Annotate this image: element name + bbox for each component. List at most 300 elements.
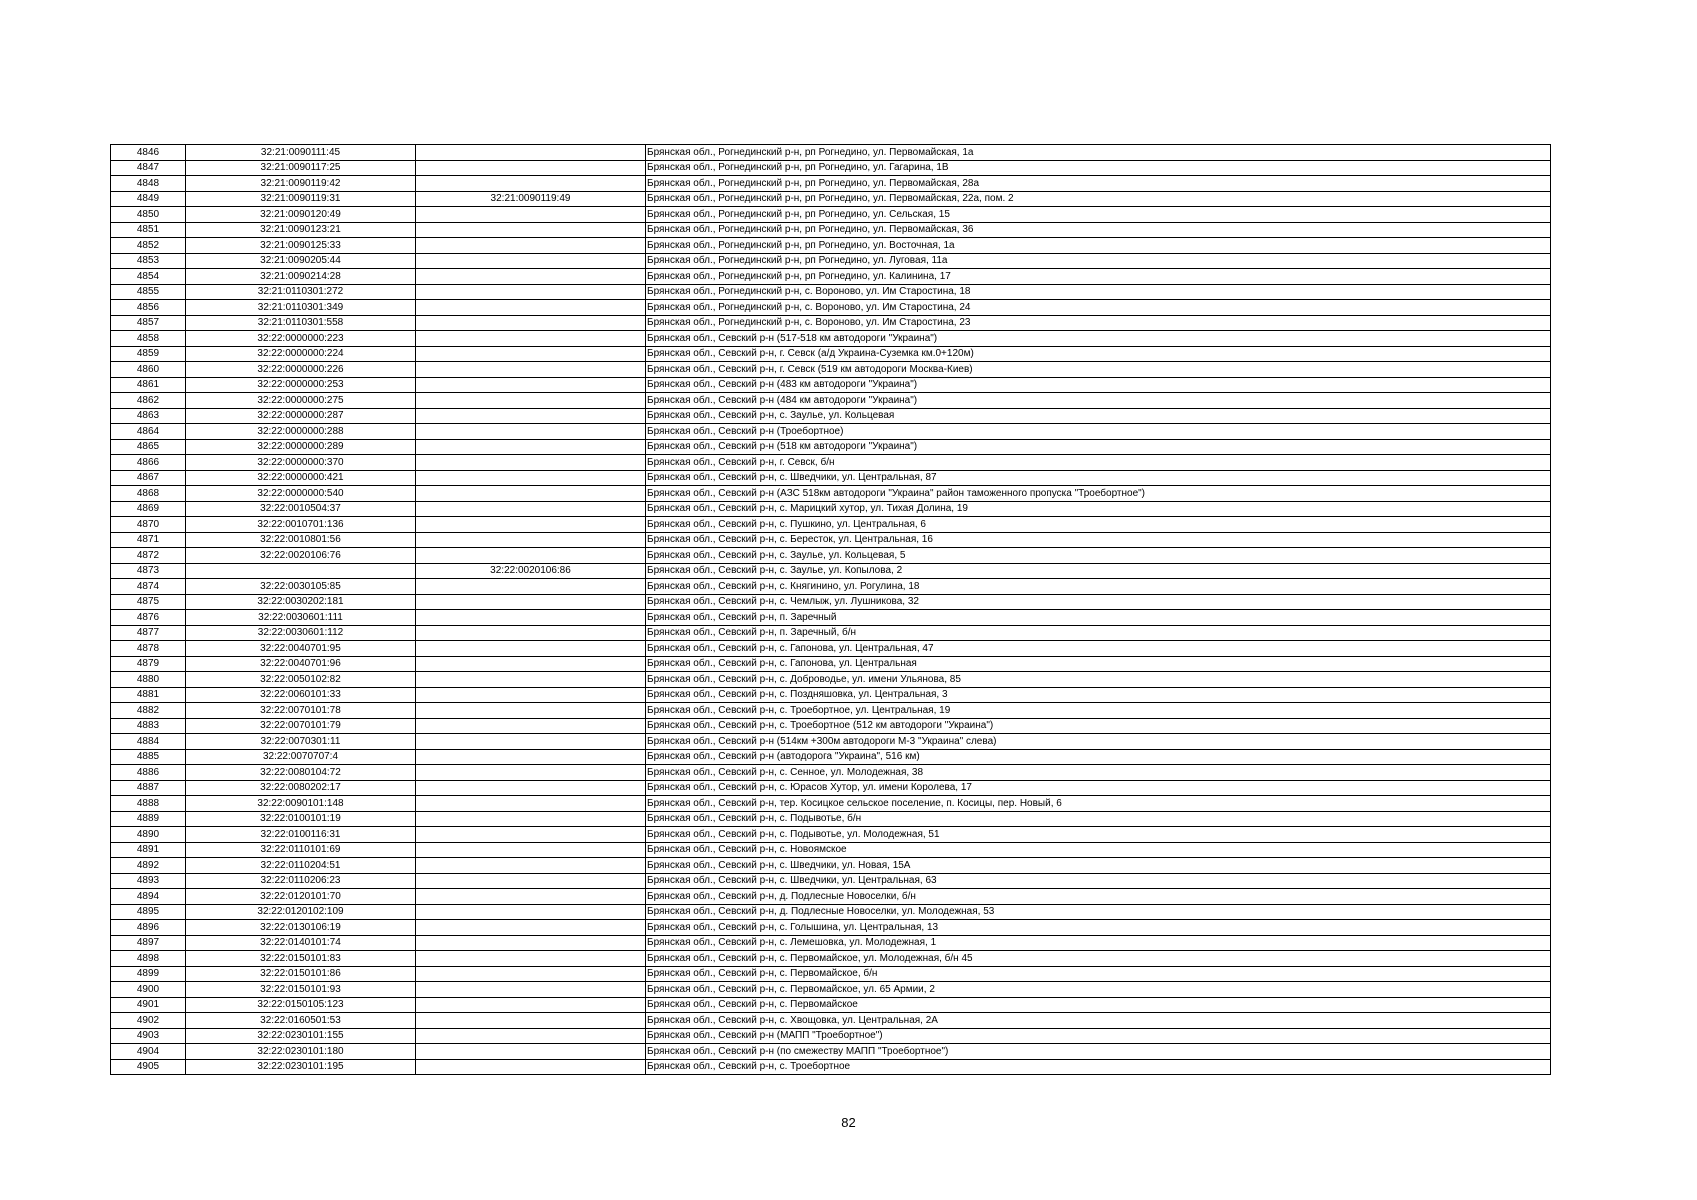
related-cadastral-number-cell	[416, 222, 646, 238]
related-cadastral-number-cell	[416, 424, 646, 440]
related-cadastral-number-cell	[416, 238, 646, 254]
address-cell: Брянская обл., Рогнединский р-н, рп Рогнедино, ул. Первомайская, 1а	[646, 145, 1551, 161]
table-row	[111, 439, 1551, 455]
table-row	[111, 997, 1551, 1013]
related-cadastral-number-cell	[416, 780, 646, 796]
address-cell: Брянская обл., Рогнединский р-н, рп Рогнедино, ул. Гагарина, 1В	[646, 160, 1551, 176]
cadastral-number-cell: 32:22:0040701:95	[186, 641, 416, 657]
table-row	[111, 331, 1551, 347]
cadastral-number-cell: 32:22:0110101:69	[186, 842, 416, 858]
address-cell: Брянская обл., Севский р-н, с. Княгинино, ул. Рогулина, 18	[646, 579, 1551, 595]
address-cell: Брянская обл., Севский р-н, с. Заулье, ул. Копылова, 2	[646, 563, 1551, 579]
address-cell: Брянская обл., Севский р-н (по смежеству МАПП "Троебортное")	[646, 1044, 1551, 1060]
related-cadastral-number-cell	[416, 1028, 646, 1044]
address-cell: Брянская обл., Рогнединский р-н, рп Рогнедино, ул. Сельская, 15	[646, 207, 1551, 223]
row-number-cell: 4847	[111, 160, 186, 176]
address-cell: Брянская обл., Севский р-н (484 км автодороги "Украина")	[646, 393, 1551, 409]
row-number-cell: 4890	[111, 827, 186, 843]
cadastral-number-cell: 32:21:0090119:31	[186, 191, 416, 207]
row-number-cell: 4867	[111, 470, 186, 486]
cadastral-number-cell: 32:22:0070101:79	[186, 718, 416, 734]
table-row	[111, 548, 1551, 564]
table-row	[111, 377, 1551, 393]
row-number-cell: 4861	[111, 377, 186, 393]
table-row	[111, 222, 1551, 238]
cadastral-number-cell: 32:22:0090101:148	[186, 796, 416, 812]
table-row	[111, 563, 1551, 579]
table-row	[111, 780, 1551, 796]
table-row	[111, 951, 1551, 967]
address-cell: Брянская обл., Севский р-н, с. Первомайское, ул. Молодежная, б/н 45	[646, 951, 1551, 967]
address-cell: Брянская обл., Рогнединский р-н, рп Рогнедино, ул. Восточная, 1а	[646, 238, 1551, 254]
address-cell: Брянская обл., Рогнединский р-н, рп Рогнедино, ул. Первомайская, 22а, пом. 2	[646, 191, 1551, 207]
address-cell: Брянская обл., Севский р-н (Троебортное)	[646, 424, 1551, 440]
cadastral-number-cell: 32:22:0030601:112	[186, 625, 416, 641]
address-cell: Брянская обл., Севский р-н, с. Хвощовка, ул. Центральная, 2А	[646, 1013, 1551, 1029]
row-number-cell: 4856	[111, 300, 186, 316]
address-cell: Брянская обл., Рогнединский р-н, рп Рогнедино, ул. Первомайская, 28а	[646, 176, 1551, 192]
table-row	[111, 470, 1551, 486]
row-number-cell: 4892	[111, 858, 186, 874]
row-number-cell: 4859	[111, 346, 186, 362]
table-row	[111, 207, 1551, 223]
related-cadastral-number-cell	[416, 362, 646, 378]
cadastral-number-cell: 32:22:0110204:51	[186, 858, 416, 874]
address-cell: Брянская обл., Севский р-н, с. Подывотье, ул. Молодежная, 51	[646, 827, 1551, 843]
related-cadastral-number-cell	[416, 315, 646, 331]
related-cadastral-number-cell	[416, 672, 646, 688]
row-number-cell: 4885	[111, 749, 186, 765]
related-cadastral-number-cell	[416, 718, 646, 734]
address-cell: Брянская обл., Севский р-н (автодорога "Украина", 516 км)	[646, 749, 1551, 765]
related-cadastral-number-cell	[416, 548, 646, 564]
related-cadastral-number-cell	[416, 889, 646, 905]
cadastral-number-cell: 32:21:0090123:21	[186, 222, 416, 238]
cadastral-number-cell: 32:22:0110206:23	[186, 873, 416, 889]
cadastral-number-cell: 32:22:0000000:540	[186, 486, 416, 502]
cadastral-number-cell: 32:21:0110301:349	[186, 300, 416, 316]
address-cell: Брянская обл., Севский р-н, п. Заречный, б/н	[646, 625, 1551, 641]
cadastral-number-cell: 32:22:0150101:83	[186, 951, 416, 967]
table-row	[111, 424, 1551, 440]
cadastral-number-cell: 32:22:0120102:109	[186, 904, 416, 920]
related-cadastral-number-cell	[416, 873, 646, 889]
cadastral-number-cell	[186, 563, 416, 579]
address-cell: Брянская обл., Севский р-н, с. Троебортное (512 км автодороги "Украина")	[646, 718, 1551, 734]
table-row	[111, 765, 1551, 781]
related-cadastral-number-cell	[416, 951, 646, 967]
address-cell: Брянская обл., Севский р-н, с. Юрасов Хутор, ул. имени Королева, 17	[646, 780, 1551, 796]
cadastral-number-cell: 32:22:0150105:123	[186, 997, 416, 1013]
row-number-cell: 4849	[111, 191, 186, 207]
row-number-cell: 4883	[111, 718, 186, 734]
row-number-cell: 4857	[111, 315, 186, 331]
row-number-cell: 4848	[111, 176, 186, 192]
related-cadastral-number-cell	[416, 470, 646, 486]
table-row	[111, 455, 1551, 471]
address-cell: Брянская обл., Севский р-н, д. Подлесные Новоселки, ул. Молодежная, 53	[646, 904, 1551, 920]
table-row	[111, 610, 1551, 626]
related-cadastral-number-cell	[416, 176, 646, 192]
related-cadastral-number-cell	[416, 749, 646, 765]
address-cell: Брянская обл., Рогнединский р-н, рп Рогнедино, ул. Первомайская, 36	[646, 222, 1551, 238]
related-cadastral-number-cell	[416, 207, 646, 223]
table-row	[111, 253, 1551, 269]
related-cadastral-number-cell	[416, 284, 646, 300]
table-row	[111, 176, 1551, 192]
related-cadastral-number-cell: 32:21:0090119:49	[416, 191, 646, 207]
address-cell: Брянская обл., Севский р-н, с. Троебортное	[646, 1059, 1551, 1075]
cadastral-number-cell: 32:22:0070101:78	[186, 703, 416, 719]
row-number-cell: 4894	[111, 889, 186, 905]
row-number-cell: 4903	[111, 1028, 186, 1044]
row-number-cell: 4902	[111, 1013, 186, 1029]
table-row	[111, 935, 1551, 951]
row-number-cell: 4862	[111, 393, 186, 409]
cadastral-number-cell: 32:22:0020106:76	[186, 548, 416, 564]
table-row	[111, 687, 1551, 703]
row-number-cell: 4871	[111, 532, 186, 548]
table-row	[111, 501, 1551, 517]
cadastral-number-cell: 32:21:0110301:558	[186, 315, 416, 331]
row-number-cell: 4877	[111, 625, 186, 641]
row-number-cell: 4853	[111, 253, 186, 269]
cadastral-number-cell: 32:22:0000000:287	[186, 408, 416, 424]
table-row	[111, 346, 1551, 362]
address-cell: Брянская обл., Севский р-н (АЗС 518км автодороги "Украина" район таможенного пропуска "Троебортное")	[646, 486, 1551, 502]
cadastral-number-cell: 32:22:0010701:136	[186, 517, 416, 533]
cadastral-number-cell: 32:22:0000000:223	[186, 331, 416, 347]
table-row	[111, 1059, 1551, 1075]
table-row	[111, 873, 1551, 889]
address-cell: Брянская обл., Севский р-н (517-518 км автодороги "Украина")	[646, 331, 1551, 347]
table-row	[111, 920, 1551, 936]
row-number-cell: 4898	[111, 951, 186, 967]
row-number-cell: 4895	[111, 904, 186, 920]
cadastral-number-cell: 32:22:0000000:288	[186, 424, 416, 440]
address-cell: Брянская обл., Севский р-н (518 км автодороги "Украина")	[646, 439, 1551, 455]
table-row	[111, 656, 1551, 672]
table-row	[111, 982, 1551, 998]
address-cell: Брянская обл., Севский р-н, с. Новоямское	[646, 842, 1551, 858]
related-cadastral-number-cell	[416, 656, 646, 672]
row-number-cell: 4866	[111, 455, 186, 471]
cadastral-number-cell: 32:22:0050102:82	[186, 672, 416, 688]
related-cadastral-number-cell	[416, 610, 646, 626]
related-cadastral-number-cell	[416, 982, 646, 998]
table-row	[111, 238, 1551, 254]
address-cell: Брянская обл., Севский р-н, с. Первомайское, б/н	[646, 966, 1551, 982]
table-row	[111, 734, 1551, 750]
table-row	[111, 145, 1551, 161]
address-cell: Брянская обл., Севский р-н, с. Заулье, ул. Кольцевая	[646, 408, 1551, 424]
related-cadastral-number-cell	[416, 517, 646, 533]
cadastral-number-cell: 32:22:0100116:31	[186, 827, 416, 843]
row-number-cell: 4854	[111, 269, 186, 285]
table-row	[111, 672, 1551, 688]
cadastral-number-cell: 32:21:0090117:25	[186, 160, 416, 176]
row-number-cell: 4893	[111, 873, 186, 889]
table-row	[111, 796, 1551, 812]
table-body	[111, 145, 1551, 1075]
row-number-cell: 4905	[111, 1059, 186, 1075]
related-cadastral-number-cell	[416, 765, 646, 781]
cadastral-number-cell: 32:22:0080104:72	[186, 765, 416, 781]
related-cadastral-number-cell	[416, 579, 646, 595]
related-cadastral-number-cell	[416, 160, 646, 176]
related-cadastral-number-cell	[416, 1059, 646, 1075]
related-cadastral-number-cell	[416, 966, 646, 982]
address-cell: Брянская обл., Севский р-н, с. Шведчики, ул. Новая, 15А	[646, 858, 1551, 874]
cadastral-number-cell: 32:21:0090205:44	[186, 253, 416, 269]
related-cadastral-number-cell	[416, 486, 646, 502]
row-number-cell: 4891	[111, 842, 186, 858]
cadastral-number-cell: 32:22:0150101:86	[186, 966, 416, 982]
row-number-cell: 4879	[111, 656, 186, 672]
related-cadastral-number-cell	[416, 734, 646, 750]
address-cell: Брянская обл., Севский р-н, с. Заулье, ул. Кольцевая, 5	[646, 548, 1551, 564]
row-number-cell: 4855	[111, 284, 186, 300]
table-row	[111, 858, 1551, 874]
address-cell: Брянская обл., Севский р-н, с. Подывотье, б/н	[646, 811, 1551, 827]
related-cadastral-number-cell	[416, 300, 646, 316]
row-number-cell: 4872	[111, 548, 186, 564]
cadastral-number-cell: 32:22:0130106:19	[186, 920, 416, 936]
table-row	[111, 904, 1551, 920]
related-cadastral-number-cell	[416, 501, 646, 517]
table-row	[111, 749, 1551, 765]
address-cell: Брянская обл., Севский р-н, г. Севск (а/д Украина-Суземка км.0+120м)	[646, 346, 1551, 362]
table-row	[111, 532, 1551, 548]
row-number-cell: 4865	[111, 439, 186, 455]
row-number-cell: 4887	[111, 780, 186, 796]
row-number-cell: 4886	[111, 765, 186, 781]
row-number-cell: 4858	[111, 331, 186, 347]
cadastral-number-cell: 32:22:0230101:155	[186, 1028, 416, 1044]
row-number-cell: 4876	[111, 610, 186, 626]
cadastral-number-cell: 32:22:0000000:421	[186, 470, 416, 486]
related-cadastral-number-cell	[416, 842, 646, 858]
cadastral-number-cell: 32:22:0160501:53	[186, 1013, 416, 1029]
table-row	[111, 1013, 1551, 1029]
cadastral-number-cell: 32:21:0090119:42	[186, 176, 416, 192]
cadastral-number-cell: 32:21:0110301:272	[186, 284, 416, 300]
related-cadastral-number-cell: 32:22:0020106:86	[416, 563, 646, 579]
row-number-cell: 4899	[111, 966, 186, 982]
address-cell: Брянская обл., Севский р-н, с. Троебортное, ул. Центральная, 19	[646, 703, 1551, 719]
related-cadastral-number-cell	[416, 827, 646, 843]
cadastral-number-cell: 32:22:0040701:96	[186, 656, 416, 672]
address-cell: Брянская обл., Севский р-н, тер. Косицкое сельское поселение, п. Косицы, пер. Новый, 6	[646, 796, 1551, 812]
registry-table	[110, 144, 1551, 1075]
related-cadastral-number-cell	[416, 858, 646, 874]
table-row	[111, 362, 1551, 378]
row-number-cell: 4875	[111, 594, 186, 610]
related-cadastral-number-cell	[416, 331, 646, 347]
cadastral-number-cell: 32:22:0100101:19	[186, 811, 416, 827]
table-row	[111, 160, 1551, 176]
related-cadastral-number-cell	[416, 796, 646, 812]
cadastral-number-cell: 32:22:0010801:56	[186, 532, 416, 548]
row-number-cell: 4901	[111, 997, 186, 1013]
cadastral-number-cell: 32:22:0000000:226	[186, 362, 416, 378]
related-cadastral-number-cell	[416, 920, 646, 936]
table-row	[111, 889, 1551, 905]
row-number-cell: 4882	[111, 703, 186, 719]
address-cell: Брянская обл., Севский р-н, с. Шведчики, ул. Центральная, 87	[646, 470, 1551, 486]
address-cell: Брянская обл., Севский р-н, с. Шведчики, ул. Центральная, 63	[646, 873, 1551, 889]
cadastral-number-cell: 32:22:0120101:70	[186, 889, 416, 905]
table-row	[111, 966, 1551, 982]
related-cadastral-number-cell	[416, 269, 646, 285]
row-number-cell: 4863	[111, 408, 186, 424]
row-number-cell: 4881	[111, 687, 186, 703]
row-number-cell: 4900	[111, 982, 186, 998]
cadastral-number-cell: 32:22:0030105:85	[186, 579, 416, 595]
page-number: 82	[841, 1115, 856, 1130]
cadastral-number-cell: 32:22:0070707:4	[186, 749, 416, 765]
address-cell: Брянская обл., Севский р-н, г. Севск, б/н	[646, 455, 1551, 471]
address-cell: Брянская обл., Севский р-н, с. Гапонова, ул. Центральная	[646, 656, 1551, 672]
related-cadastral-number-cell	[416, 455, 646, 471]
table-row	[111, 827, 1551, 843]
row-number-cell: 4869	[111, 501, 186, 517]
table-row	[111, 1044, 1551, 1060]
related-cadastral-number-cell	[416, 703, 646, 719]
address-cell: Брянская обл., Севский р-н (514км +300м автодороги М-3 "Украина" слева)	[646, 734, 1551, 750]
table-row	[111, 811, 1551, 827]
cadastral-number-cell: 32:22:0060101:33	[186, 687, 416, 703]
table-row	[111, 191, 1551, 207]
address-cell: Брянская обл., Севский р-н, с. Лемешовка, ул. Молодежная, 1	[646, 935, 1551, 951]
address-cell: Брянская обл., Севский р-н (МАПП "Троебортное")	[646, 1028, 1551, 1044]
related-cadastral-number-cell	[416, 641, 646, 657]
related-cadastral-number-cell	[416, 1013, 646, 1029]
address-cell: Брянская обл., Севский р-н, с. Голышина, ул. Центральная, 13	[646, 920, 1551, 936]
related-cadastral-number-cell	[416, 811, 646, 827]
address-cell: Брянская обл., Севский р-н, с. Гапонова, ул. Центральная, 47	[646, 641, 1551, 657]
related-cadastral-number-cell	[416, 935, 646, 951]
row-number-cell: 4884	[111, 734, 186, 750]
related-cadastral-number-cell	[416, 532, 646, 548]
cadastral-number-cell: 32:22:0030202:181	[186, 594, 416, 610]
cadastral-number-cell: 32:21:0090111:45	[186, 145, 416, 161]
cadastral-number-cell: 32:22:0000000:275	[186, 393, 416, 409]
cadastral-number-cell: 32:22:0000000:289	[186, 439, 416, 455]
row-number-cell: 4868	[111, 486, 186, 502]
row-number-cell: 4850	[111, 207, 186, 223]
row-number-cell: 4904	[111, 1044, 186, 1060]
table-row	[111, 300, 1551, 316]
address-cell: Брянская обл., Севский р-н, с. Сенное, ул. Молодежная, 38	[646, 765, 1551, 781]
related-cadastral-number-cell	[416, 997, 646, 1013]
related-cadastral-number-cell	[416, 904, 646, 920]
related-cadastral-number-cell	[416, 1044, 646, 1060]
row-number-cell: 4874	[111, 579, 186, 595]
row-number-cell: 4864	[111, 424, 186, 440]
related-cadastral-number-cell	[416, 625, 646, 641]
cadastral-number-cell: 32:22:0150101:93	[186, 982, 416, 998]
row-number-cell: 4870	[111, 517, 186, 533]
cadastral-number-cell: 32:22:0000000:224	[186, 346, 416, 362]
related-cadastral-number-cell	[416, 594, 646, 610]
row-number-cell: 4897	[111, 935, 186, 951]
cadastral-number-cell: 32:22:0010504:37	[186, 501, 416, 517]
table-row	[111, 703, 1551, 719]
cadastral-number-cell: 32:22:0140101:74	[186, 935, 416, 951]
related-cadastral-number-cell	[416, 687, 646, 703]
row-number-cell: 4846	[111, 145, 186, 161]
related-cadastral-number-cell	[416, 145, 646, 161]
table-row	[111, 718, 1551, 734]
address-cell: Брянская обл., Севский р-н, г. Севск (519 км автодороги Москва-Киев)	[646, 362, 1551, 378]
related-cadastral-number-cell	[416, 253, 646, 269]
table-row	[111, 284, 1551, 300]
related-cadastral-number-cell	[416, 346, 646, 362]
row-number-cell: 4896	[111, 920, 186, 936]
related-cadastral-number-cell	[416, 377, 646, 393]
row-number-cell: 4889	[111, 811, 186, 827]
cadastral-number-cell: 32:22:0230101:180	[186, 1044, 416, 1060]
cadastral-number-cell: 32:22:0070301:11	[186, 734, 416, 750]
related-cadastral-number-cell	[416, 408, 646, 424]
address-cell: Брянская обл., Рогнединский р-н, с. Вороново, ул. Им Старостина, 18	[646, 284, 1551, 300]
address-cell: Брянская обл., Севский р-н (483 км автодороги "Украина")	[646, 377, 1551, 393]
cadastral-number-cell: 32:22:0080202:17	[186, 780, 416, 796]
address-cell: Брянская обл., Рогнединский р-н, рп Рогнедино, ул. Калинина, 17	[646, 269, 1551, 285]
cadastral-number-cell: 32:21:0090125:33	[186, 238, 416, 254]
address-cell: Брянская обл., Севский р-н, с. Доброводье, ул. имени Ульянова, 85	[646, 672, 1551, 688]
table-row	[111, 486, 1551, 502]
address-cell: Брянская обл., Севский р-н, с. Первомайское, ул. 65 Армии, 2	[646, 982, 1551, 998]
address-cell: Брянская обл., Севский р-н, с. Чемлыж, ул. Лушникова, 32	[646, 594, 1551, 610]
table-row	[111, 579, 1551, 595]
table-row	[111, 408, 1551, 424]
address-cell: Брянская обл., Севский р-н, с. Марицкий хутор, ул. Тихая Долина, 19	[646, 501, 1551, 517]
table-row	[111, 1028, 1551, 1044]
row-number-cell: 4860	[111, 362, 186, 378]
table-row	[111, 269, 1551, 285]
cadastral-number-cell: 32:22:0230101:195	[186, 1059, 416, 1075]
address-cell: Брянская обл., Севский р-н, с. Бересток, ул. Центральная, 16	[646, 532, 1551, 548]
table-row	[111, 393, 1551, 409]
row-number-cell: 4880	[111, 672, 186, 688]
cadastral-number-cell: 32:21:0090214:28	[186, 269, 416, 285]
cadastral-number-cell: 32:22:0000000:370	[186, 455, 416, 471]
cadastral-number-cell: 32:22:0000000:253	[186, 377, 416, 393]
address-cell: Брянская обл., Севский р-н, п. Заречный	[646, 610, 1551, 626]
address-cell: Брянская обл., Севский р-н, с. Пушкино, ул. Центральная, 6	[646, 517, 1551, 533]
table-row	[111, 315, 1551, 331]
cadastral-number-cell: 32:22:0030601:111	[186, 610, 416, 626]
table-row	[111, 842, 1551, 858]
address-cell: Брянская обл., Севский р-н, с. Первомайское	[646, 997, 1551, 1013]
cadastral-number-cell: 32:21:0090120:49	[186, 207, 416, 223]
address-cell: Брянская обл., Севский р-н, д. Подлесные Новоселки, б/н	[646, 889, 1551, 905]
address-cell: Брянская обл., Рогнединский р-н, с. Вороново, ул. Им Старостина, 24	[646, 300, 1551, 316]
table-row	[111, 641, 1551, 657]
row-number-cell: 4873	[111, 563, 186, 579]
table-row	[111, 594, 1551, 610]
address-cell: Брянская обл., Севский р-н, с. Поздняшовка, ул. Центральная, 3	[646, 687, 1551, 703]
row-number-cell: 4878	[111, 641, 186, 657]
related-cadastral-number-cell	[416, 393, 646, 409]
address-cell: Брянская обл., Рогнединский р-н, с. Вороново, ул. Им Старостина, 23	[646, 315, 1551, 331]
row-number-cell: 4851	[111, 222, 186, 238]
table-row	[111, 517, 1551, 533]
row-number-cell: 4888	[111, 796, 186, 812]
address-cell: Брянская обл., Рогнединский р-н, рп Рогнедино, ул. Луговая, 11а	[646, 253, 1551, 269]
